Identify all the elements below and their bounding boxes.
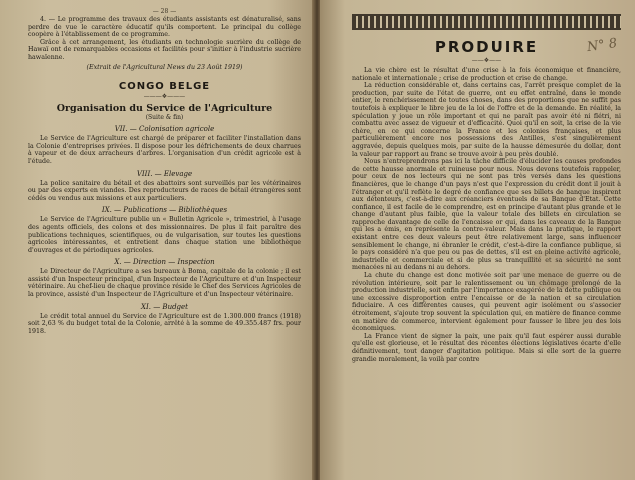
section-viii	[28, 170, 301, 203]
right-page	[320, 0, 635, 480]
section-text: Le Service de l'Agriculture est chargé de préparer et faciliter l'installation dans la Colonie d'entreprises privées. Il dispose pour les défrichements de deux charrues à vapeur et de deux arracheurs d'arbres. L'organisation d'un crédit agricole est à l'étude.	[28, 135, 301, 165]
ornamental-banner	[352, 14, 621, 30]
section-text: Le crédit total annuel du Service de l'Agriculture est de 1.300.000 francs (1918) soit 2,63 % du budget total de la Colonie, arrêté à la somme de 49.355.487 frs. pour 1918.	[28, 312, 301, 335]
paragraph: La vie chère est le résultat d'une crise à la fois économique et financière, nationale et internationale ; crise de production et crise de change.	[352, 67, 621, 82]
ornament-divider: ———❖———	[143, 93, 186, 101]
section-heading: VIII. — Elevage	[136, 169, 193, 178]
article-suite: (Suite & fin)	[145, 114, 184, 122]
article-title: Organisation du Service de l'Agriculture	[56, 103, 273, 115]
section-title: CONGO BELGE	[118, 81, 211, 93]
article-title: PRODUIRE	[434, 38, 539, 56]
ornament-divider: ——❖——	[471, 57, 502, 64]
intro-paragraph: 4. — Le programme des travaux des étudiants assistants est dénaturalisé, sans perdre de vue le caractère éducatif qu'ils comportent. Le principal du collège coopère à l'établissement de ce programme.	[28, 16, 301, 39]
section-heading: X. — Direction — Inspection	[114, 258, 215, 267]
section-text: Le Directeur de l'Agriculture a ses bureaux à Boma, capitale de la colonie ; il est assisté d'un Inspecteur principal, d'un Inspecteur de l'Agriculture et d'un Inspecteur vétérinaire. Au chef-lieu de chaque province réside le Chef des Services Agricoles de la province, assisté d'un Inspecteur de l'Agriculture et d'un Inspecteur vétérinaire.	[28, 268, 301, 299]
section-xi	[28, 303, 301, 336]
page-number: — 28 —	[152, 8, 177, 15]
paragraph: La réduction considérable et, dans certains cas, l'arrêt presque complet de la production, par suite de l'état de guerre, ont eu effet entraîné, dans le monde entier, le renchérissement de toutes choses, dans des proportions que ne suffit pas toutefois à expliquer le libre jeu de la loi de l'offre et de la demande. En réalité, la spéculation y joue un rôle important et qui ne paraît pas avoir été ni flétri, ni combattu avec assez de vigueur et d'efficacité. Quoi qu'il en soit, la crise de la vie chère, en ce qui concerne la France et les colonies françaises, et plus particulièrement encore nos possessions des Antilles, s'est singulièrement aggravée, depuis quelques mois, par suite de la hausse démesurée du dollar, dont la valeur par rapport au franc se trouve avoir à peu près doublé.	[352, 82, 621, 158]
section-text: La police sanitaire du bétail et des abattoirs sont surveillés par les vétérinaires ou par des experts en viandes. Des reproducteurs de races de bétail étrangères sont cédés ou vendus aux missions et aux particuliers.	[28, 179, 301, 202]
source-citation: (Extrait de l'Agricultural News du 23 Août 1919)	[86, 63, 243, 71]
left-page	[0, 0, 315, 480]
section-vii	[28, 125, 301, 165]
section-heading: IX. — Publications — Bibliothèques	[101, 206, 228, 215]
handwritten-note: N° 8	[585, 35, 618, 56]
section-ix	[28, 206, 301, 254]
section-heading: XI. — Budget	[141, 302, 188, 311]
section-x	[28, 258, 301, 298]
section-heading: VII. — Colonisation agricole	[114, 125, 215, 134]
paper-stain	[520, 250, 590, 290]
intro-paragraph-2: Grâce à cet arrangement, les étudiants en technologie sucrière du collège de Hawaï ont de remarquables occasions et facilités pour s'initier à l'industrie sucrière hawaïenne.	[28, 38, 301, 61]
paragraph: Nous n'entreprendrons pas ici la tâche difficile d'élucider les causes profondes de cette hausse anormale et ruineuse pour nous. Nous devons toutefois rappeler, pour ceux de nos lecteurs qui ne sont pas très versés dans les questions financières, que le change d'un pays n'est que l'expression du crédit dont il jouit à l'étranger et qu'il reflète le degré de confiance que ses billets de banque inspirent aux détenteurs, c'est-à-dire aux créanciers éventuels de sa Banque d'Etat. Cette confiance, il est facile de le comprendre, est en principe d'autant plus grande et le change d'autant plus faible, que la valeur totale des billets en circulation se rapproche davantage de celle de l'encaisse or qui, dans les caveaux de la Banque qui les a émis, en représente la contre-valeur. Mais dans la pratique, le rapport existant entre ces deux valeurs peut être relativement large, sans influencer sensiblement le change, ni ébranler le crédit, c'est-à-dire la confiance publique, si le pays considéré n'a que peu ou pas de dettes, s'il est en pleine activité agricole, industrielle et commerciale et si de plus sa tranquillité et sa sécurité ne sont menacées ni au dedans ni au dehors.	[352, 158, 621, 272]
paragraph: La chute du change est donc motivée soit par une menace de guerre ou de révolution intérieure, soit par le ralentissement ou un chômage prolongé de la production industrielle, soit enfin par l'importance exagérée de la dette publique ou une excessive disproportion entre l'encaisse or de la nation et sa circulation fiduciaire. A ces différentes causes, qui peuvent agir isolément ou s'associer étroitement, s'ajoute trop souvent la spéculation qui, en matière de finance comme en matière de commerce, intervient également pour fausser le libre jeu des lois économiques.	[352, 272, 621, 333]
paragraph: La France vient de signer la paix, une paix qu'il faut espérer aussi durable qu'elle est glorieuse, et le résultat des récentes élections législatives écarte d'elle définitivement, tout danger d'agitation politique. Mais si elle sort de la guerre grandie moralement, la voilà par contre	[352, 332, 621, 363]
section-text: Le Service de l'Agriculture publie un « Bulletin Agricole », trimestriel, à l'usage des agents officiels, des colons et des missionnaires. De plus il fait paraître des publications techniques, scientifiques, ou de vulgarisation, sur toutes les questions agricoles intéressantes, et entretient dans chaque station une bibliothèque d'ouvrages et de périodiques agricoles.	[28, 216, 301, 254]
